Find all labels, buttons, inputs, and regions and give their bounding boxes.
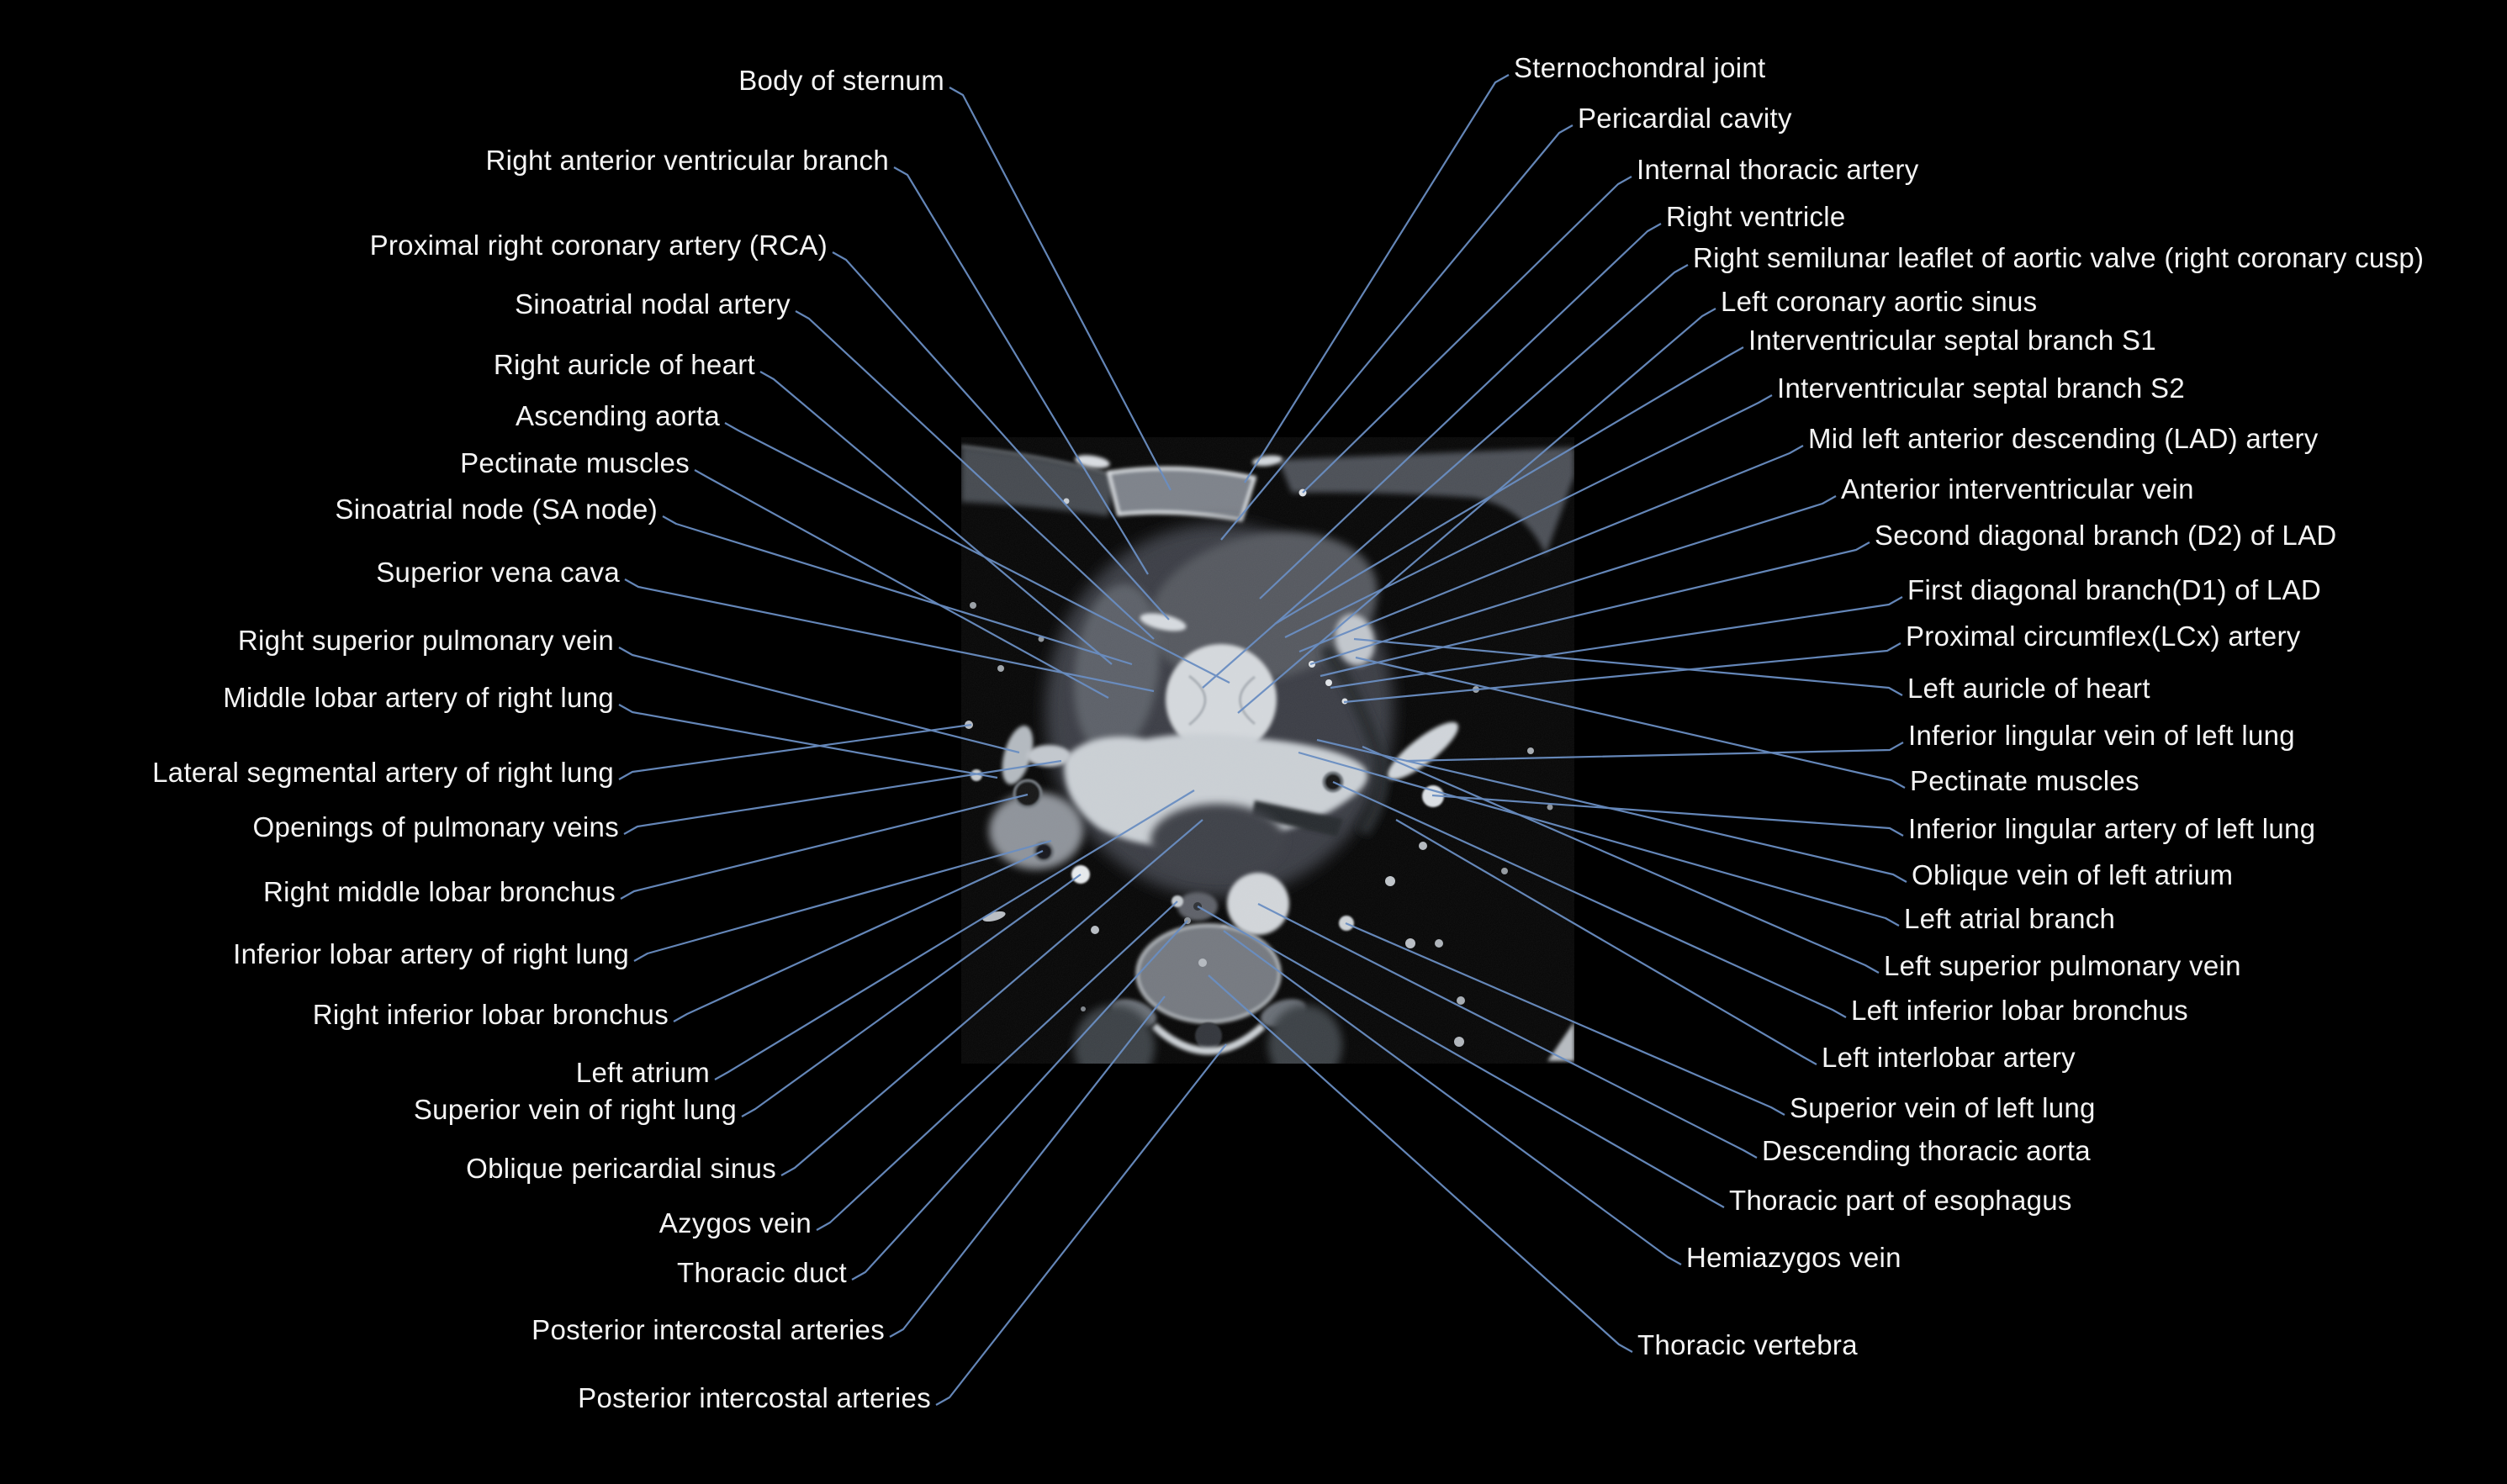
anatomy-label: Left atrial branch	[1904, 903, 2116, 935]
anatomy-label: Azygos vein	[658, 1207, 812, 1239]
anatomy-label: Sternochondral joint	[1514, 52, 1766, 84]
anatomy-label: Pectinate muscles	[1910, 765, 2139, 797]
anatomy-label: Proximal circumflex(LCx) artery	[1906, 621, 2301, 652]
leader-line	[619, 647, 1019, 753]
anatomy-label: First diagonal branch(D1) of LAD	[1907, 574, 2321, 606]
anatomy-label: Right superior pulmonary vein	[237, 625, 614, 657]
anatomy-label: Left superior pulmonary vein	[1884, 950, 2241, 982]
anatomy-label: Sinoatrial nodal artery	[515, 288, 791, 320]
anatomy-label: Lateral segmental artery of right lung	[152, 757, 614, 789]
anatomy-label: Superior vena cava	[376, 557, 620, 589]
anatomy-label: Left auricle of heart	[1907, 673, 2150, 705]
anatomy-label: Left interlobar artery	[1822, 1042, 2076, 1074]
anatomy-label: Thoracic duct	[677, 1257, 847, 1289]
anatomy-label: Proximal right coronary artery (RCA)	[369, 230, 828, 261]
anatomy-label: Superior vein of right lung	[413, 1094, 737, 1126]
anatomy-label: Interventricular septal branch S1	[1748, 325, 2156, 356]
ct-noise	[961, 437, 1574, 1064]
anatomy-label: Thoracic vertebra	[1637, 1329, 1858, 1361]
anatomy-label: Right anterior ventricular branch	[485, 145, 889, 177]
anatomy-label: Sinoatrial node (SA node)	[335, 494, 658, 525]
anatomy-label: Body of sternum	[738, 65, 944, 97]
anatomy-label: Right auricle of heart	[493, 349, 755, 381]
leader-line	[936, 1044, 1226, 1405]
anatomy-label: Interventricular septal branch S2	[1777, 372, 2185, 404]
anatomy-label: Left atrium	[575, 1057, 710, 1089]
anatomy-label: Openings of pulmonary veins	[252, 811, 619, 843]
anatomy-label: Posterior intercostal arteries	[532, 1314, 885, 1346]
anatomy-label: Internal thoracic artery	[1637, 154, 1919, 186]
anatomy-label: Second diagonal branch (D2) of LAD	[1875, 520, 2337, 552]
anatomy-label: Oblique pericardial sinus	[466, 1153, 776, 1185]
anatomy-label: Pericardial cavity	[1578, 103, 1792, 135]
anatomy-label: Inferior lingular artery of left lung	[1908, 813, 2316, 845]
anatomy-label: Middle lobar artery of right lung	[223, 682, 614, 714]
anatomy-label: Inferior lobar artery of right lung	[233, 938, 629, 970]
anatomy-label: Mid left anterior descending (LAD) artery	[1808, 423, 2319, 455]
anatomy-label: Posterior intercostal arteries	[578, 1382, 931, 1414]
anatomy-label: Right ventricle	[1666, 201, 1846, 233]
anatomy-label: Right inferior lobar bronchus	[312, 999, 669, 1031]
anatomy-label: Hemiazygos vein	[1686, 1242, 1901, 1274]
leader-line	[619, 725, 971, 779]
anatomy-label: Thoracic part of esophagus	[1729, 1185, 2072, 1217]
anatomy-label: Right semilunar leaflet of aortic valve (right coronary cusp)	[1693, 242, 2425, 274]
anatomy-label: Ascending aorta	[516, 400, 720, 432]
anatomy-label: Right middle lobar bronchus	[263, 876, 616, 908]
anatomy-label: Superior vein of left lung	[1790, 1092, 2096, 1124]
anatomy-label: Left coronary aortic sinus	[1721, 286, 2038, 318]
anatomy-label: Pectinate muscles	[460, 447, 690, 479]
anatomy-label: Inferior lingular vein of left lung	[1908, 720, 2295, 752]
anatomy-label: Oblique vein of left atrium	[1912, 859, 2234, 891]
anatomy-label: Anterior interventricular vein	[1841, 473, 2194, 505]
anatomy-label: Left inferior lobar bronchus	[1851, 995, 2188, 1027]
anatomy-label: Descending thoracic aorta	[1762, 1135, 2091, 1167]
